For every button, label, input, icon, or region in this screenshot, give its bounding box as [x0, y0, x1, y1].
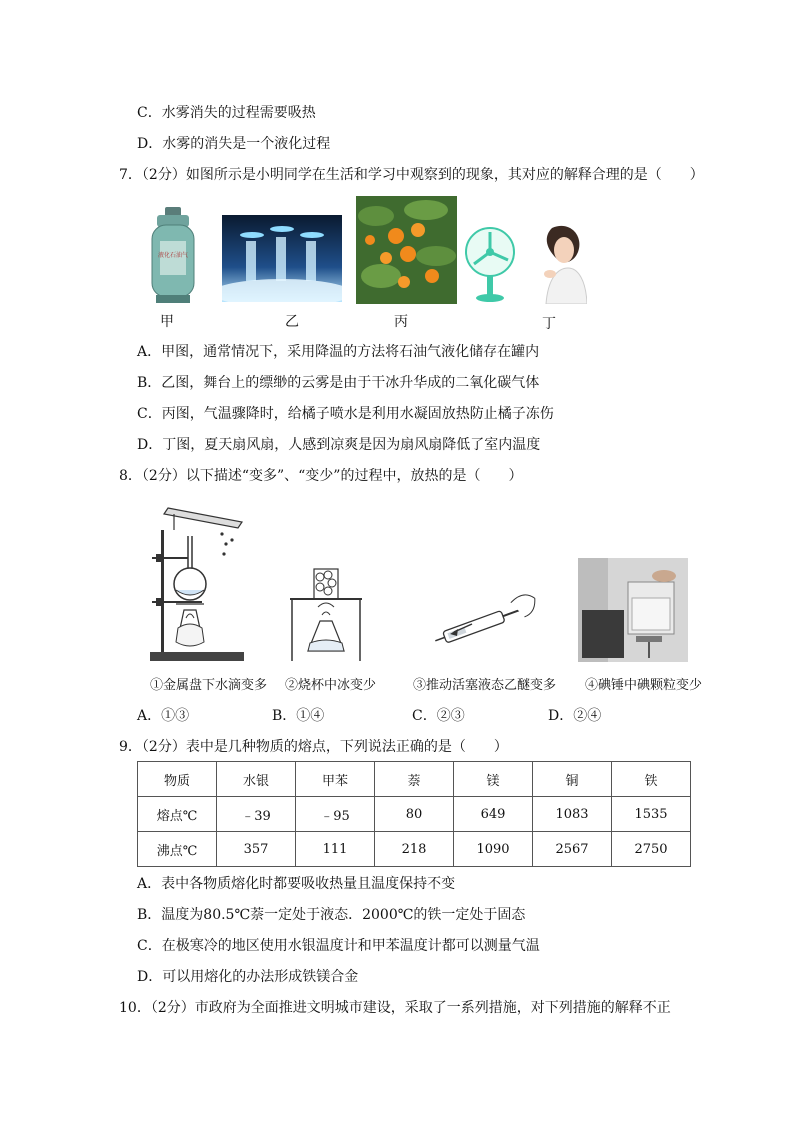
q8-caption-4: ④碘锤中碘颗粒变少 [585, 678, 703, 693]
q10-stem: 10．（2分）市政府为全面推进文明城市建设，采取了一系列措施，对下列措施的解释不正 [119, 1000, 671, 1016]
q8-stem: 8．（2分）以下描述“变多”、“变少”的过程中，放热的是（ ） [119, 468, 523, 484]
beaker-ice-image [288, 565, 363, 665]
table-cell: 2567 [533, 832, 612, 867]
table-header-cell: 萘 [375, 762, 454, 797]
stage-fog-image [222, 215, 342, 302]
table-cell: 沸点℃ [138, 832, 217, 867]
q8-option-a: A．①③ [137, 708, 190, 724]
q7-option-d: D．丁图，夏天扇风扇，人感到凉爽是因为扇风扇降低了室内温度 [137, 437, 541, 453]
table-header-cell: 镁 [454, 762, 533, 797]
q7-caption-bing: 丙 [394, 314, 408, 330]
table-cell: 1535 [612, 797, 691, 832]
table-cell: 1090 [454, 832, 533, 867]
table-cell: 2750 [612, 832, 691, 867]
iodine-hammer-image [578, 558, 688, 662]
q7-option-b: B．乙图，舞台上的缥缈的云雾是由于干冰升华成的二氧化碳气体 [137, 375, 540, 391]
table-cell: 1083 [533, 797, 612, 832]
table-cell: 357 [217, 832, 296, 867]
table-header-row [138, 762, 691, 797]
melting-point-table [137, 761, 691, 867]
table-cell: 111 [296, 832, 375, 867]
table-cell: 80 [375, 797, 454, 832]
table-cell: 218 [375, 832, 454, 867]
table-header-cell: 物质 [138, 762, 217, 797]
q6-option-c: C．水雾消失的过程需要吸热 [137, 105, 316, 121]
table-row [138, 832, 691, 867]
q8-caption-3: ③推动活塞液态乙醚变多 [413, 678, 557, 693]
q8-caption-2: ②烧杯中冰变少 [285, 678, 377, 693]
q7-stem: 7．（2分）如图所示是小明同学在生活和学习中观察到的现象，其对应的解释合理的是（ ） [119, 167, 704, 183]
q8-option-c: C．②③ [412, 708, 465, 724]
q8-caption-1: ①金属盘下水滴变多 [150, 678, 268, 693]
table-header-cell: 水银 [217, 762, 296, 797]
q7-caption-yi: 乙 [285, 314, 299, 330]
q9-option-d: D．可以用熔化的办法形成铁镁合金 [137, 969, 359, 985]
table-cell: 649 [454, 797, 533, 832]
q7-option-a: A．甲图，通常情况下，采用降温的方法将石油气液化储存在罐内 [137, 344, 540, 360]
table-header-cell: 铁 [612, 762, 691, 797]
table-header-cell: 铜 [533, 762, 612, 797]
gas-cylinder-image [148, 205, 198, 305]
q8-option-d: D．②④ [548, 708, 602, 724]
orange-tree-image [356, 196, 457, 304]
q9-option-c: C．在极寒冷的地区使用水银温度计和甲苯温度计都可以测量气温 [137, 938, 540, 954]
table-cell: ﹣39 [217, 797, 296, 832]
q7-caption-jia: 甲 [160, 314, 174, 330]
tank-label: 液化石油气 [157, 252, 189, 259]
metal-plate-apparatus-image [146, 500, 246, 665]
table-header-cell: 甲苯 [296, 762, 375, 797]
q8-option-b: B．①④ [272, 708, 325, 724]
q9-option-b: B．温度为80.5℃萘一定处于液态．2000℃的铁一定处于固态 [137, 907, 526, 923]
table-cell: 熔点℃ [138, 797, 217, 832]
q7-option-c: C．丙图，气温骤降时，给橘子喷水是利用水凝固放热防止橘子冻伤 [137, 406, 554, 422]
q9-option-a: A．表中各物质熔化时都要吸收热量且温度保持不变 [137, 876, 456, 892]
q9-stem: 9．（2分）表中是几种物质的熔点，下列说法正确的是（ ） [119, 739, 508, 755]
table-row [138, 797, 691, 832]
fan-woman-image [462, 218, 587, 304]
q7-caption-ding: 丁 [542, 316, 556, 332]
q6-option-d: D．水雾的消失是一个液化过程 [137, 136, 331, 152]
table-cell: ﹣95 [296, 797, 375, 832]
syringe-image [432, 594, 542, 649]
